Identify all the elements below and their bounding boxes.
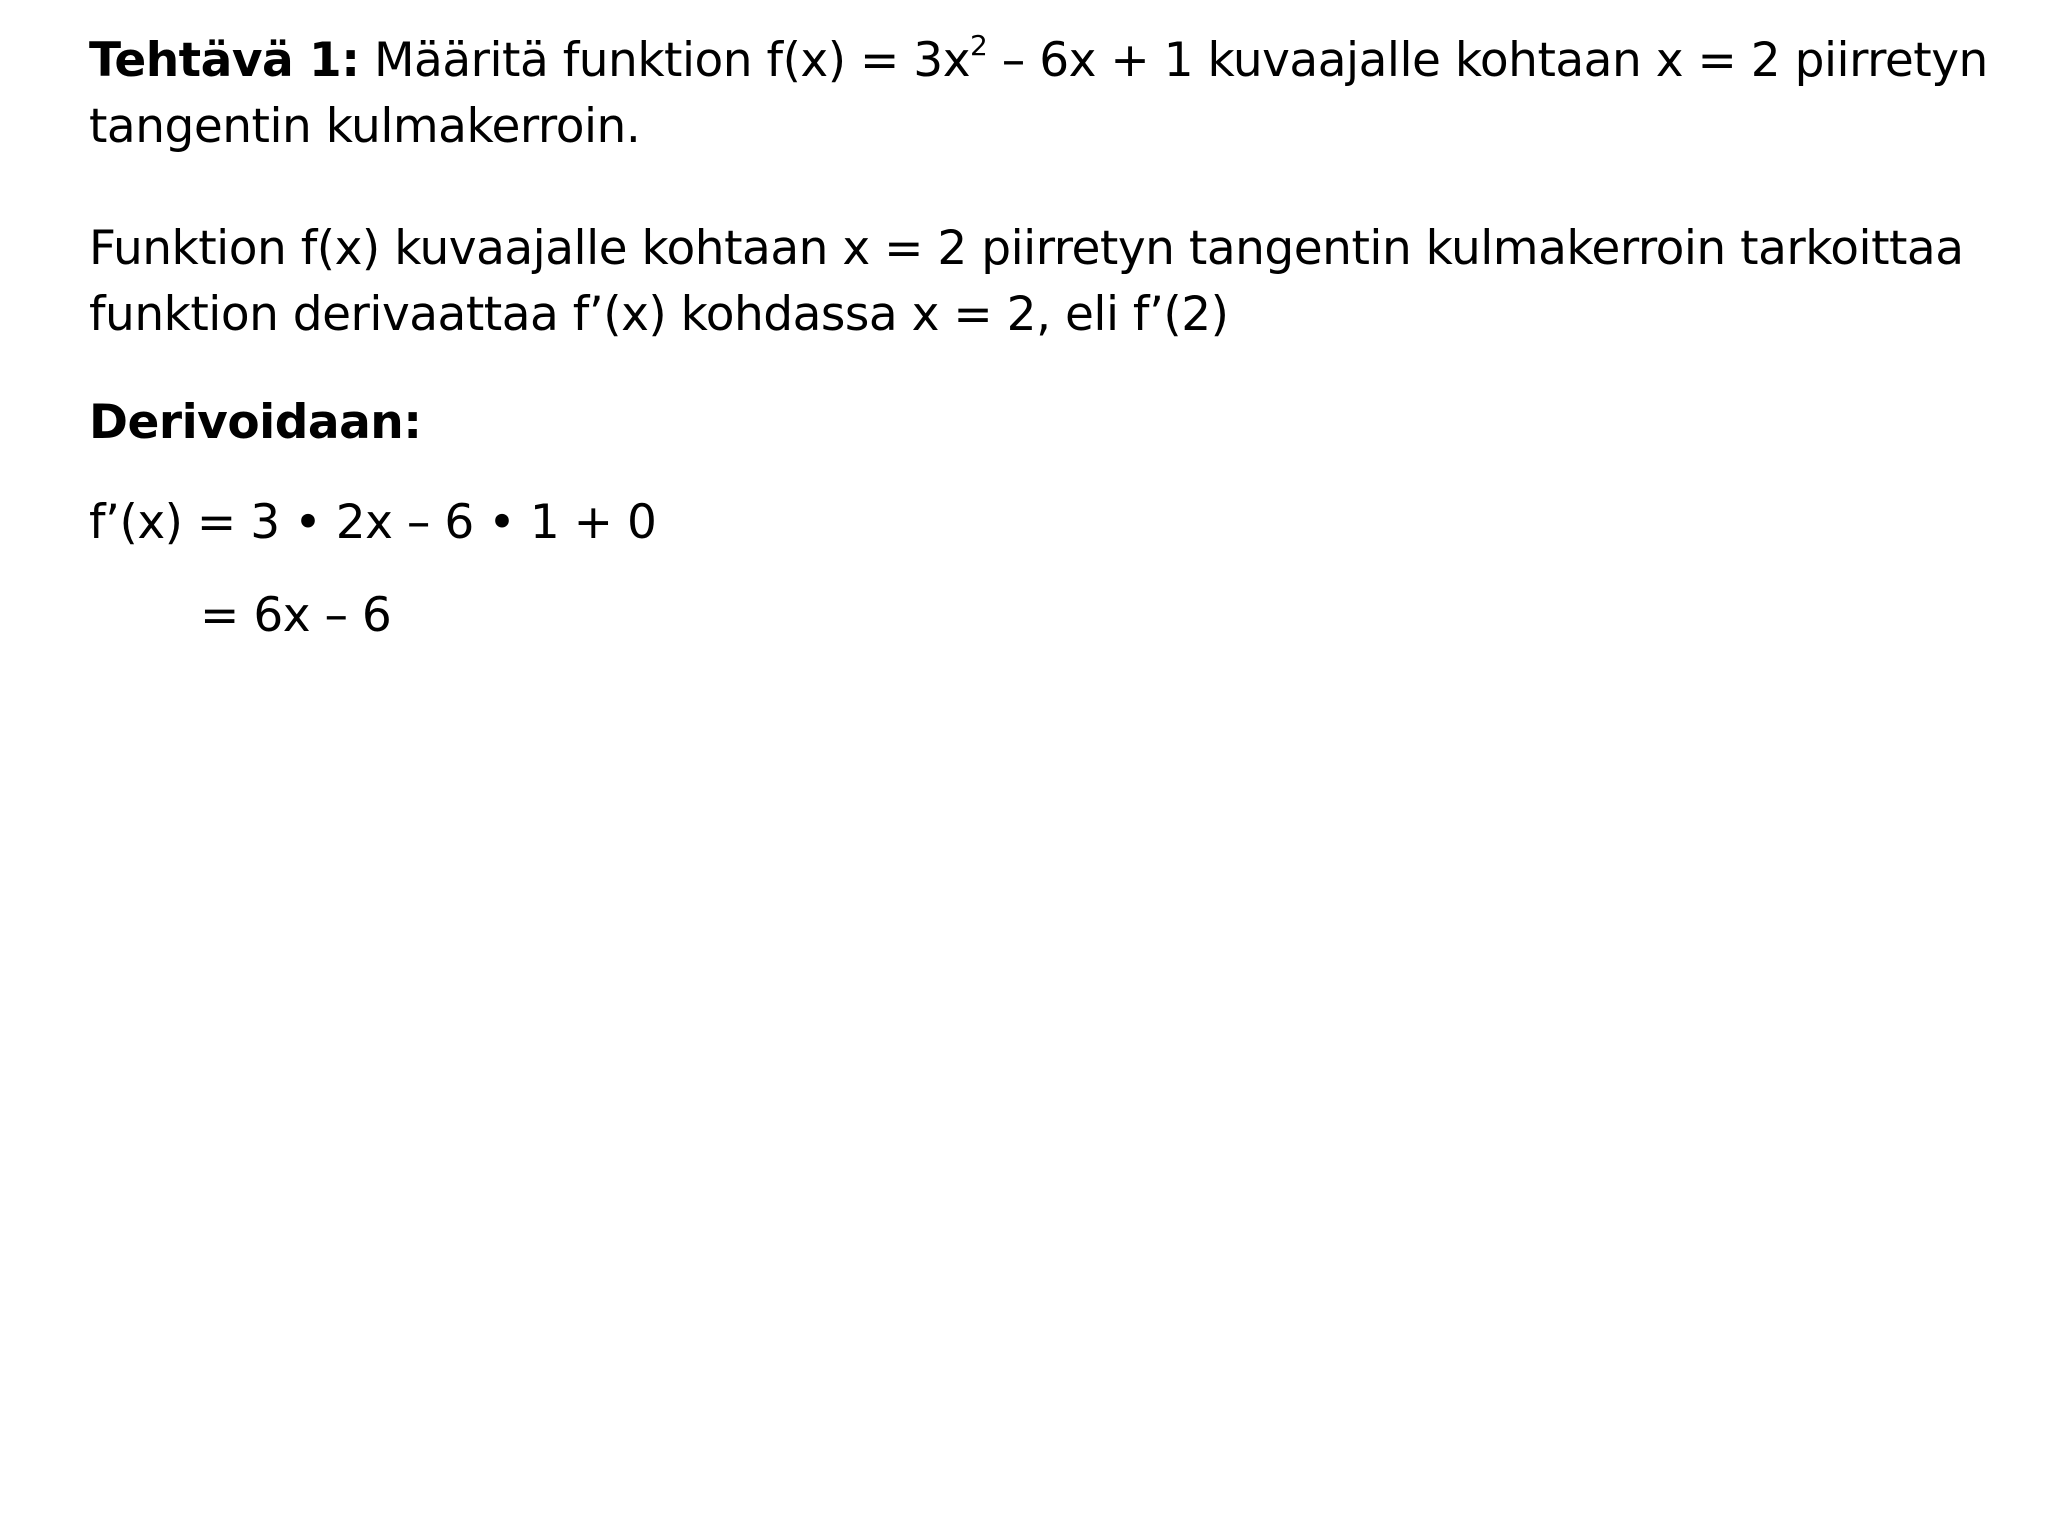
- task-line-1: [89, 28, 2019, 94]
- derivation-step-1: f’(x) = 3 • 2x – 6 • 1 + 0: [89, 495, 657, 550]
- task-label: Tehtävä 1:: [89, 33, 360, 88]
- task-line-2: tangentin kulmakerroin.: [89, 99, 641, 154]
- explanation-line-1: Funktion f(x) kuvaajalle kohtaan x = 2 piirretyn tangentin kulmakerroin tarkoittaa: [89, 221, 1964, 276]
- task-statement: [89, 28, 2019, 160]
- explanation-paragraph: [89, 216, 2019, 348]
- task-exponent: 2: [970, 29, 988, 63]
- task-text-end: – 6x + 1 kuvaajalle kohtaan x = 2 piirretyn: [987, 33, 1988, 88]
- derivation-heading: Derivoidaan:: [89, 395, 422, 450]
- explanation-line-2: funktion derivaattaa f’(x) kohdassa x = 2, eli f’(2): [89, 287, 1229, 342]
- task-text-start: Määritä funktion f(x) = 3x: [359, 33, 971, 88]
- derivation-step-2: = 6x – 6: [200, 588, 392, 643]
